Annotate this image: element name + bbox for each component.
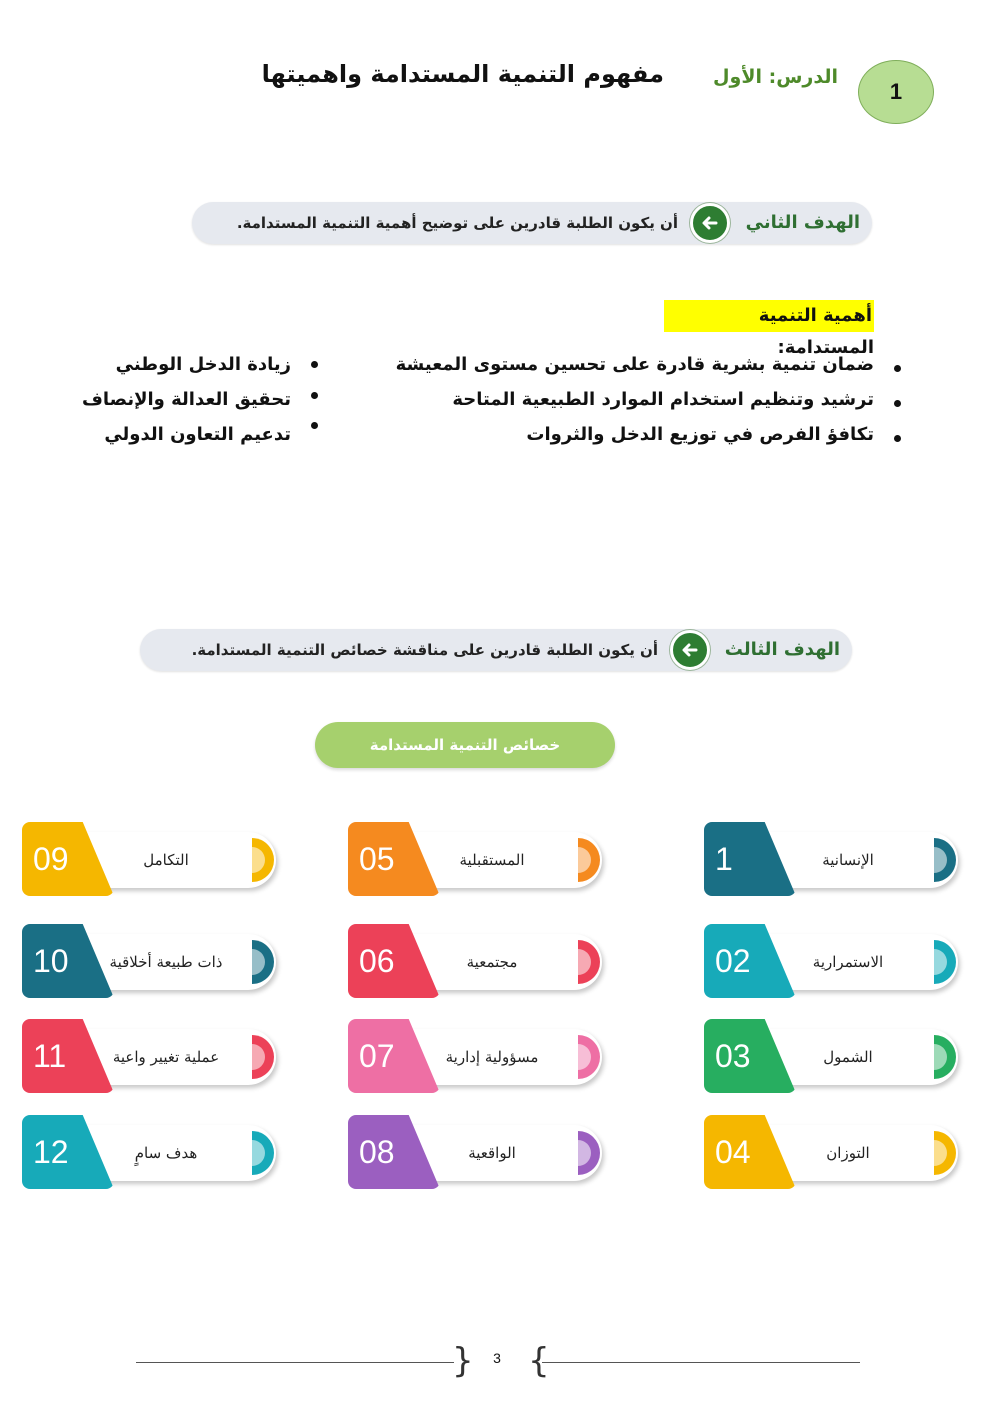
bullet-dot (311, 422, 318, 429)
list-item (61, 382, 291, 417)
card-number: 07 (359, 1038, 395, 1074)
card-number: 09 (33, 841, 69, 877)
arrow-left-icon (690, 203, 730, 243)
list-item-text: ترشيد وتنظيم استخدام الموارد الطبيعية المتاحة (452, 389, 874, 410)
characteristic-card (704, 822, 970, 896)
bullet-dot (894, 365, 901, 372)
characteristic-card (22, 1115, 288, 1189)
card-label: التوزان (826, 1144, 870, 1162)
characteristics-title (315, 722, 615, 768)
card-number: 11 (33, 1038, 67, 1074)
importance-left-list (61, 347, 291, 452)
characteristic-card (704, 1115, 970, 1189)
card-label: المستقبلية (459, 851, 525, 869)
bullet-dot (894, 435, 901, 442)
lesson-number: 1 (889, 79, 903, 104)
list-item-text: ضمان تنمية بشرية قادرة على تحسين مستوى المعيشة (395, 354, 874, 375)
characteristic-card (348, 924, 614, 998)
footer-brace-right: } (528, 1341, 550, 1381)
card-number: 1 (715, 841, 733, 877)
importance-heading-text: أهمية التنمية المستدامة: (758, 305, 874, 358)
footer-divider-right (542, 1362, 860, 1363)
card-number: 05 (359, 841, 395, 877)
list-item (354, 347, 874, 382)
card-label: عملية تغيير واعية (112, 1048, 220, 1066)
bullet-dot (311, 392, 318, 399)
lesson-number-badge (858, 60, 934, 124)
goal-two-text: أن يكون الطلبة قادرين على توضيح أهمية التنمية المستدامة. (236, 214, 678, 232)
characteristic-card (348, 1019, 614, 1093)
card-number: 12 (33, 1134, 69, 1170)
bullet-dot (894, 400, 901, 407)
list-item-text: تكافؤ الفرص في توزيع الدخل والثروات (526, 424, 874, 445)
goal-three-label: الهدف الثالث (724, 639, 840, 660)
card-number: 06 (359, 943, 395, 979)
importance-heading (664, 300, 874, 358)
footer-brace-left: { (452, 1341, 474, 1381)
arrow-left-icon (670, 630, 710, 670)
card-number: 02 (715, 943, 751, 979)
card-label: مجتمعية (466, 953, 518, 971)
list-item (61, 417, 291, 452)
card-label: الشمول (823, 1048, 873, 1066)
list-item-text: تدعيم التعاون الدولي (104, 424, 291, 445)
card-label: الواقعية (468, 1144, 516, 1162)
list-item (61, 347, 291, 382)
characteristic-card (704, 924, 970, 998)
page-title: مفهوم التنمية المستدامة واهميتها (261, 60, 664, 88)
characteristics-title-text: خصائص التنمية المستدامة (369, 736, 561, 754)
card-label: الإنسانية (822, 851, 874, 869)
characteristic-card (22, 1019, 288, 1093)
importance-right-list (354, 347, 874, 452)
card-label: ذات طبيعة أخلاقية (109, 953, 223, 971)
bullet-dot (311, 361, 318, 368)
characteristic-card (22, 822, 288, 896)
goal-three-text: أن يكون الطلبة قادرين على مناقشة خصائص التنمية المستدامة. (191, 641, 658, 659)
goal-three-banner (140, 629, 852, 671)
footer-divider-left (136, 1362, 454, 1363)
card-label: مسؤولية إدارية (445, 1048, 539, 1066)
card-number: 03 (715, 1038, 751, 1074)
lesson-label: الدرس: الأول (713, 66, 838, 88)
characteristic-card (348, 822, 614, 896)
list-item-text: زيادة الدخل الوطني (115, 354, 291, 375)
page-number: 3 (493, 1350, 501, 1366)
goal-two-banner (192, 202, 872, 244)
characteristic-card (704, 1019, 970, 1093)
list-item-text: تحقيق العدالة والإنصاف (81, 389, 291, 410)
card-label: الاستمرارية (812, 953, 884, 971)
characteristic-card (22, 924, 288, 998)
goal-two-label: الهدف الثاني (745, 212, 860, 233)
card-label: التكامل (143, 851, 189, 869)
list-item (354, 382, 874, 417)
card-number: 04 (715, 1134, 751, 1170)
card-label: هدف سامٍ (134, 1144, 198, 1162)
card-number: 10 (33, 943, 69, 979)
list-item (354, 417, 874, 452)
characteristic-card (348, 1115, 614, 1189)
card-number: 08 (359, 1134, 395, 1170)
